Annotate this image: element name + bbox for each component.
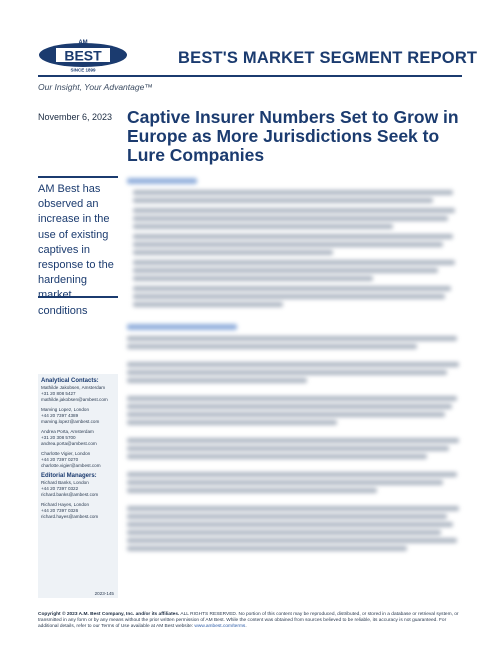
contact-entry	[41, 407, 115, 425]
blurred-text-line	[133, 260, 455, 265]
contact-email[interactable]: marving.lopez@ambest.com	[41, 419, 100, 424]
contact-name: Andrea Porta, Amsterdam	[41, 429, 94, 434]
contact-name: Richard Hayes, London	[41, 502, 90, 507]
footer-period: .	[245, 624, 247, 630]
logo-top-text: AM	[78, 40, 88, 46]
blurred-text-line	[127, 378, 307, 383]
contact-name: Richard Banks, London	[41, 480, 89, 485]
blurred-heading	[127, 324, 237, 330]
contact-phone: +44 20 7397 0326	[41, 508, 79, 513]
blurred-text-line	[133, 302, 283, 307]
blurred-text-line	[133, 294, 445, 299]
copyright-footer	[38, 612, 464, 630]
blurred-text-line	[133, 234, 453, 239]
report-code: 2023-145	[94, 591, 114, 596]
logo-bottom-text: SINCE 1899	[70, 67, 96, 73]
blurred-text-line	[133, 242, 443, 247]
blurred-text-line	[127, 446, 449, 451]
contact-email[interactable]: mathilde.jakobsen@ambest.com	[41, 397, 108, 402]
blurred-text-line	[127, 344, 417, 349]
report-header	[0, 0, 500, 92]
blurred-text-line	[127, 420, 337, 425]
blurred-text-line	[133, 224, 393, 229]
blurred-text-line	[127, 396, 457, 401]
contact-name: Charlotte Vigier, London	[41, 451, 91, 456]
blurred-text-line	[133, 286, 451, 291]
blurred-text-line	[127, 488, 377, 493]
blurred-text-line	[127, 530, 441, 535]
contact-entry	[41, 480, 115, 498]
contact-email[interactable]: charlotte.vigier@ambest.com	[41, 463, 101, 468]
contact-entry	[41, 385, 115, 403]
rights-text: ALL RIGHTS RESERVED. No portion of this content may be reproduced, distributed, or stored in a database or retrieval system, or transmitted in any form or by any means without the prior written permission of AM Best. While the content was obtained from sources believed to be reliable, its accuracy is not guaranteed. For additional details, refer to our Terms of Use available at AM Best website:	[38, 612, 459, 630]
copyright-notice: Copyright © 2023 A.M. Best Company, Inc. and/or its affiliates.	[38, 612, 180, 617]
article-headline: Captive Insurer Numbers Set to Grow in Europe as More Jurisdictions Seek to Lure Companies	[127, 107, 459, 165]
blurred-article-body	[127, 176, 462, 596]
report-series-title: BEST'S MARKET SEGMENT REPORT	[178, 49, 478, 67]
contact-phone: +31 20 308 5700	[41, 435, 76, 440]
blurred-text-line	[127, 472, 457, 477]
blurred-text-line	[127, 522, 453, 527]
analytical-contacts-heading: Analytical Contacts:	[41, 378, 99, 384]
contact-phone: +31 20 808 5427	[41, 391, 76, 396]
header-divider	[38, 75, 462, 77]
contact-entry	[41, 502, 115, 520]
blurred-text-line	[127, 480, 443, 485]
pull-quote: AM Best has observed an increase in the use of existing captives in response to the hardening market conditions	[38, 176, 118, 298]
contacts-panel	[38, 374, 118, 598]
logo-main-text: BEST	[64, 47, 102, 64]
contact-entry	[41, 451, 115, 469]
blurred-text-line	[127, 404, 452, 409]
terms-link[interactable]: www.ambest.com/terms	[194, 624, 246, 630]
am-best-logo	[38, 37, 128, 73]
blurred-text-line	[133, 198, 433, 203]
blurred-text-line	[133, 216, 448, 221]
blurred-text-line	[127, 506, 459, 511]
contact-name: Marving Lopez, London	[41, 407, 90, 412]
blurred-text-line	[133, 208, 455, 213]
blurred-text-line	[133, 190, 453, 195]
contact-email[interactable]: andrea.porta@ambest.com	[41, 441, 97, 446]
blurred-text-line	[133, 250, 333, 255]
contact-phone: +44 20 7397 0270	[41, 457, 79, 462]
publication-date: November 6, 2023	[38, 112, 113, 122]
blurred-text-line	[127, 538, 457, 543]
contact-phone: +44 20 7397 0322	[41, 486, 79, 491]
blurred-text-line	[133, 268, 438, 273]
contact-entry	[41, 429, 115, 447]
blurred-text-line	[127, 370, 447, 375]
contact-phone: +44 20 7397 4389	[41, 413, 79, 418]
blurred-text-line	[127, 362, 459, 367]
contact-email[interactable]: richard.banks@ambest.com	[41, 492, 99, 497]
contact-email[interactable]: richard.hayes@ambest.com	[41, 514, 99, 519]
blurred-text-line	[127, 454, 427, 459]
blurred-text-line	[127, 514, 447, 519]
blurred-text-line	[127, 438, 459, 443]
editorial-managers-heading: Editorial Managers:	[41, 473, 97, 479]
tagline: Our Insight, Your Advantage™	[38, 82, 153, 92]
blurred-text-line	[127, 546, 407, 551]
blurred-heading	[127, 178, 197, 184]
blurred-text-line	[127, 412, 445, 417]
blurred-text-line	[133, 276, 373, 281]
blurred-text-line	[127, 336, 457, 341]
contact-name: Mathilde Jakobsen, Amsterdam	[41, 385, 106, 390]
